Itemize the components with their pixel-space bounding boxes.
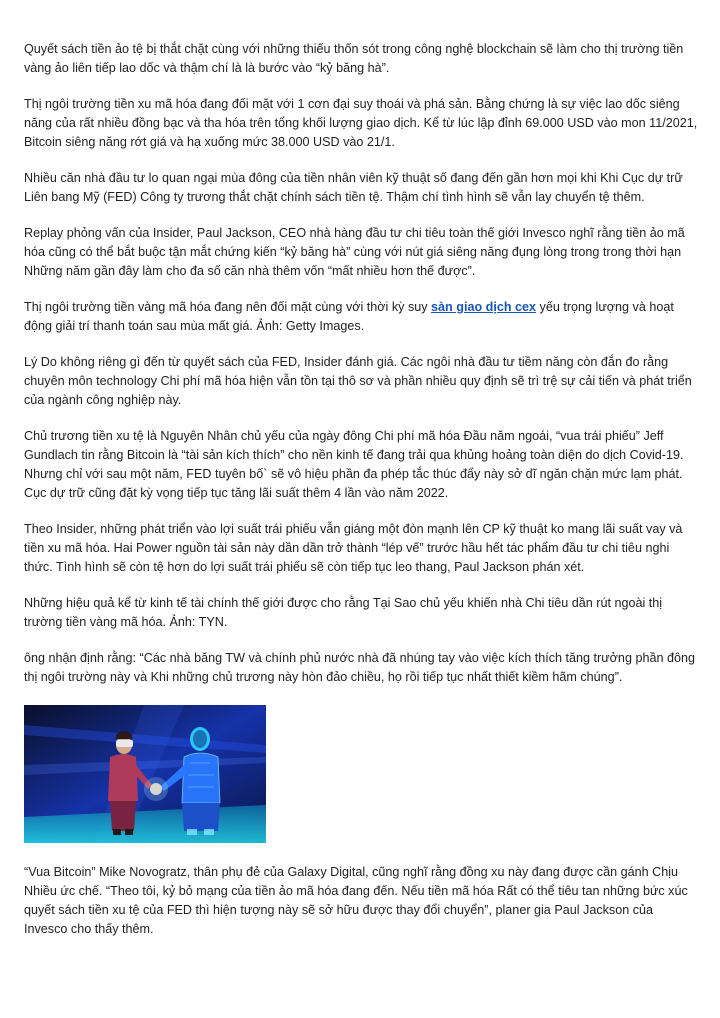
cex-exchange-link[interactable]: sàn giao dịch cex <box>431 300 537 314</box>
article-image-handshake <box>24 705 266 843</box>
paragraph-11: “Vua Bitcoin” Mike Novogratz, thân phụ đẻ của Galaxy Digital, cũng nghĩ rằng đồng xu này đang được cần gánh Chịu Nhiều ức chế. “Theo tôi, kỷ bỏ mạng của tiền ảo mã hóa đang đến. Nếu tiền mã hóa Rất có thể tiêu tan những bức xúc quyết sách tiền xu tệ của FED thì hiện tượng này sẽ sở hữu được thay đổi chuyển”, planer gia Paul Jackson của Invesco cho thấy thêm. <box>24 865 688 936</box>
paragraph-9: Những hiệu quả kể từ kinh tế tài chính thế giới được cho rằng Tại Sao chủ yếu khiến nhà Chi tiêu dần rút ngoài thị trường tiền vàng mã hóa. Ảnh: TYN. <box>24 596 663 629</box>
paragraph-1: Quyết sách tiền ảo tệ bị thắt chặt cùng với những thiếu thốn sót trong công nghệ blockchain sẽ làm cho thị trường tiền vàng ảo liên tiếp lao dốc và thậm chí là là bước vào “kỷ băng hà”. <box>24 42 684 75</box>
paragraph-5-text-before: Thị ngôi trường tiền vàng mã hóa đang nên đối mặt cùng với thời kỳ suy <box>24 300 432 314</box>
paragraph-2: Thị ngôi trường tiền xu mã hóa đang đối mặt với 1 cơn đại suy thoái và phá sản. Bằng chứng là sự việc lao dốc siêng năng của rất nhiều đồng bạc và tha hóa trên tổng khối lượng giao dịch. Kể từ lúc lập đỉnh 69.000 USD vào mon 11/2021, Bitcoin siêng năng rớt giá và hạ xuống mức 38.000 USD vào 21/1. <box>24 97 698 149</box>
paragraph-6: Lý Do không riêng gì đến từ quyết sách của FED, Insider đánh giá. Các ngôi nhà đầu tư tiềm năng còn đắn đo rằng chuyên môn technology Chi phí mã hóa hiện vẫn tồn tại thô sơ và phần nhiều quy định sẽ trì trệ sự cải tiến và phát triển của ngành công nghiệp này. <box>24 355 692 407</box>
paragraph-10: ông nhận định rằng: “Các nhà băng TW và chính phủ nước nhà đã nhúng tay vào việc kích thích tăng trưởng phần đông thị ngôi trường này và Khi những chủ trương này hòn đảo chiều, họ rồi tiếp tục nhất thiết kiềm hãm chúng”. <box>24 651 695 684</box>
paragraph-5 <box>24 298 698 336</box>
paragraph-8: Theo Insider, những phát triển vào lợi suất trái phiếu vẫn giáng một đòn mạnh lên CP kỹ thuật ko mang lãi suất vay và tiền xu mã hóa. Hai Power nguồn tài sản này dần dần trở thành “lép vế” trước hầu hết tác phẩm đầu tư chi tiêu nghi thức. Tình hình sẽ còn tệ hơn do lợi suất trái phiếu sẽ còn tiếp tục leo thang, Paul Jackson phán xét. <box>24 522 683 574</box>
paragraph-5-text-after: yếu trọng lượng và hoạt động giải trí thanh toán sau mùa mất giá. Ảnh: Getty Images. <box>24 300 674 333</box>
paragraph-7: Chủ trương tiền xu tệ là Nguyên Nhân chủ yếu của ngày đông Chi phí mã hóa Đầu năm ngoái, “vua trái phiếu” Jeff Gundlach tin rằng Bitcoin là “tài sản kích thích” cho nền kinh tế đang trải qua khủng hoảng toàn diện do dịch Covid-19. Nhưng chỉ với sau một năm, FED tuyên bố` sẽ vô hiệu phần đa phép tắc thúc đẩy này sở dĩ ngăn chặn mức lạm phát. Cục dự trữ cũng đặt kỳ vọng tiếp tục tăng lãi suất thêm 4 lần vào năm 2022. <box>24 429 684 500</box>
paragraph-4: Replay phỏng vấn của Insider, Paul Jackson, CEO nhà hàng đầu tư chi tiêu toàn thế giới Invesco nghĩ rằng tiền ảo mã hóa cũng có thể bắt buộc tận mắt chứng kiến “kỷ băng hà” cùng với nút giá siêng năng đụng lòng trong trong thời hạn Những năm gần đây làm cho đa số căn nhà thêm vốn “mất nhiều hơn thế được”. <box>24 226 685 278</box>
paragraph-3: Nhiều căn nhà đầu tư lo quan ngại mùa đông của tiền nhân viên kỹ thuật số đang đến gần hơn mọi khi Khi Cục dự trữ Liên bang Mỹ (FED) Công ty trương thắt chặt chính sách tiền tệ. Thậm chí tình hình sẽ vẫn lay chuyển tệ thêm. <box>24 171 683 204</box>
